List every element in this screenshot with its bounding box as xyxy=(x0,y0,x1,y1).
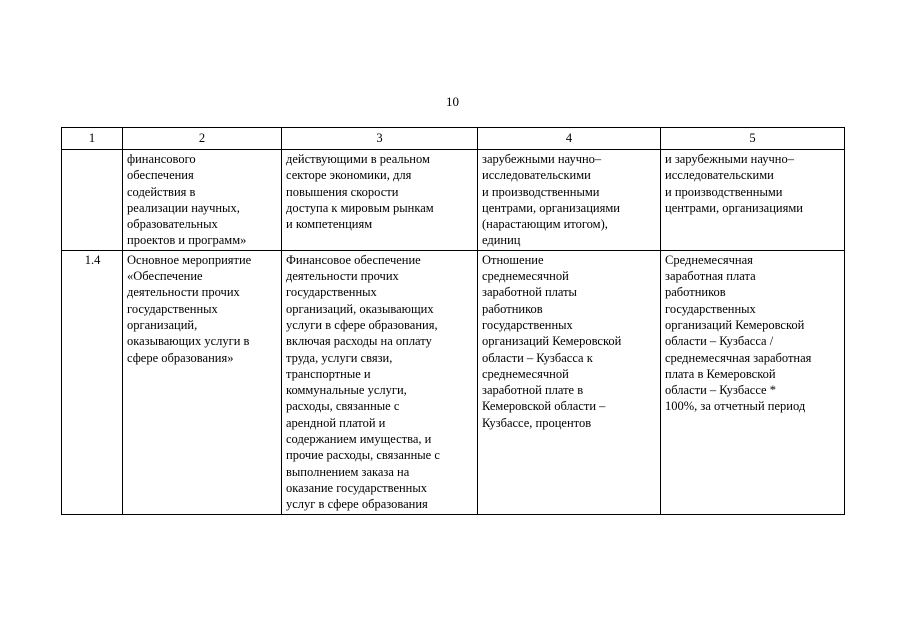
row-number xyxy=(62,150,123,251)
table-header-row xyxy=(62,128,845,150)
header-cell-5: 5 xyxy=(661,128,845,150)
indicator-cell: Отношение среднемесячной заработной платы работников государственных организаций Кемеровской области – Кузбасса к среднемесячной заработной плате в Кемеровской области – Кузбассе, процентов xyxy=(478,250,661,514)
row-number: 1.4 xyxy=(62,250,123,514)
page-number: 10 xyxy=(446,94,459,109)
description-cell: Финансовое обеспечение деятельности прочих государственных организаций, оказывающих услуги в сфере образования, включая расходы на оплату труда, услуги связи, транспортные и коммунальные услуги, расходы, связанные с арендной платой и содержанием имущества, и прочие расходы, связанные с выполнением заказа на оказание государственных услуг в сфере образования xyxy=(282,250,478,514)
event-name-cell: Основное мероприятие «Обеспечение деятельности прочих государственных организаций, оказывающих услуги в сфере образования» xyxy=(123,250,282,514)
table-row xyxy=(62,150,845,251)
header-cell-4: 4 xyxy=(478,128,661,150)
method-cell: и зарубежными научно– исследовательскими и производственными центрами, организациями xyxy=(661,150,845,251)
event-name-cell: финансового обеспечения содействия в реализации научных, образовательных проектов и программ» xyxy=(123,150,282,251)
header-cell-1: 1 xyxy=(62,128,123,150)
indicator-cell: зарубежными научно– исследовательскими и производственными центрами, организациями (нарастающим итогом), единиц xyxy=(478,150,661,251)
method-cell: Среднемесячная заработная плата работников государственных организаций Кемеровской области – Кузбасса / среднемесячная заработная плата в Кемеровской области – Кузбассе * 100%, за отчетный период xyxy=(661,250,845,514)
description-cell: действующими в реальном секторе экономики, для повышения скорости доступа к мировым рынкам и компетенциям xyxy=(282,150,478,251)
table-row xyxy=(62,250,845,514)
header-cell-3: 3 xyxy=(282,128,478,150)
indicators-table xyxy=(61,127,845,515)
header-cell-2: 2 xyxy=(123,128,282,150)
